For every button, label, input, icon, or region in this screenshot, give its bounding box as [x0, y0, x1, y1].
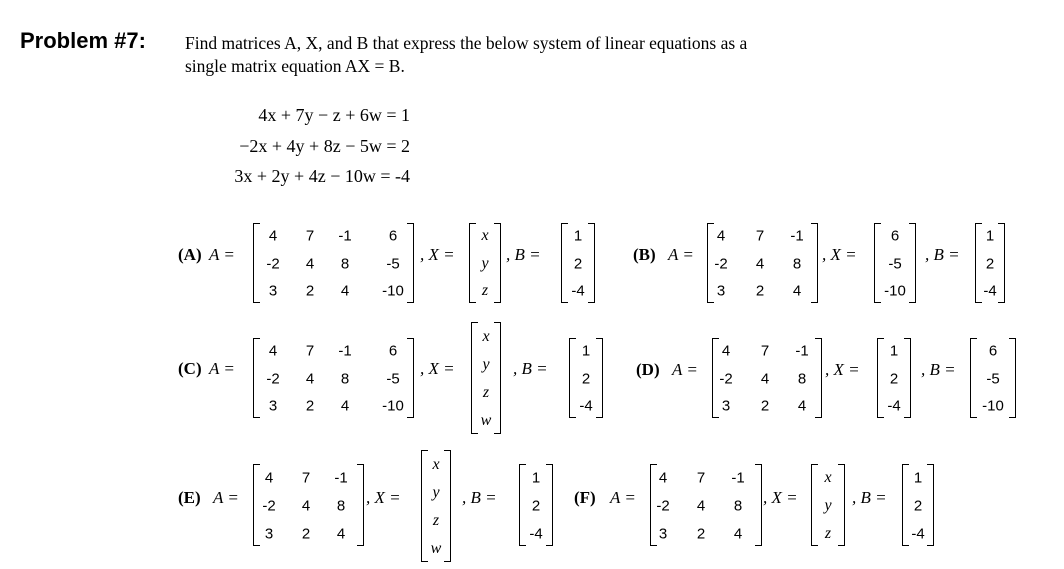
- matrix-cell: 4: [340, 282, 350, 300]
- matrix-cell: 2: [696, 525, 706, 543]
- option-e-matrix-a: [253, 464, 364, 546]
- option-e-matrix-x: [421, 450, 451, 562]
- matrix-left-bracket: [561, 223, 568, 303]
- matrix-cell: -1: [790, 227, 804, 245]
- matrix-left-bracket: [712, 338, 719, 418]
- option-d-b-equals: , B =: [921, 360, 956, 379]
- matrix-cell: y: [824, 497, 832, 514]
- matrix-cell: x: [481, 227, 489, 244]
- matrix-cell: 4: [301, 497, 311, 515]
- option-a-b-equals: , B =: [506, 245, 541, 264]
- matrix-cell: -2: [714, 255, 728, 273]
- matrix-cell: w: [480, 412, 492, 429]
- matrix-cell: 4: [696, 497, 706, 515]
- matrix-right-bracket: [596, 338, 603, 418]
- option-c-matrix-x: [471, 322, 501, 434]
- matrix-left-bracket: [877, 338, 884, 418]
- option-a-matrix-x: [469, 223, 501, 303]
- option-f-x-equals: , X =: [763, 488, 798, 507]
- option-e-x-equals: , X =: [366, 488, 401, 507]
- matrix-cell: x: [432, 456, 440, 473]
- option-d-matrix-b: [970, 338, 1016, 418]
- matrix-cell: 2: [305, 282, 315, 300]
- matrix-cell: 3: [268, 282, 278, 300]
- equation-1: 4x + 7y − z + 6w = 1: [258, 105, 410, 125]
- matrix-right-bracket: [546, 464, 553, 546]
- matrix-cell: 4: [797, 397, 807, 415]
- matrix-cell: 6: [388, 227, 398, 245]
- matrix-cell: -2: [656, 497, 670, 515]
- matrix-right-bracket: [407, 338, 414, 418]
- matrix-cell: -2: [262, 497, 276, 515]
- matrix-right-bracket: [838, 464, 845, 546]
- matrix-cell: z: [824, 525, 832, 542]
- matrix-cell: 4: [264, 469, 274, 487]
- option-f-a-equals: A =: [610, 488, 636, 507]
- option-a-label[interactable]: (A): [178, 245, 202, 264]
- matrix-cell: 7: [305, 342, 315, 360]
- matrix-cell: -10: [382, 282, 404, 300]
- matrix-cell: w: [430, 540, 442, 557]
- matrix-cell: 6: [890, 227, 900, 245]
- option-d-x-equals: , X =: [825, 360, 860, 379]
- option-e-label[interactable]: (E): [178, 488, 201, 507]
- option-b-matrix-x: [874, 223, 916, 303]
- matrix-cell: 2: [985, 255, 995, 273]
- matrix-right-bracket: [588, 223, 595, 303]
- matrix-cell: 8: [733, 497, 743, 515]
- matrix-cell: 2: [581, 370, 591, 388]
- matrix-cell: 4: [305, 370, 315, 388]
- matrix-right-bracket: [815, 338, 822, 418]
- matrix-cell: 2: [913, 497, 923, 515]
- matrix-left-bracket: [811, 464, 818, 546]
- option-e-matrix-b: [519, 464, 553, 546]
- problem-description-line-2: single matrix equation AX = B.: [185, 56, 405, 76]
- matrix-right-bracket: [927, 464, 934, 546]
- matrix-cell: -1: [334, 469, 348, 487]
- matrix-cell: -5: [386, 370, 400, 388]
- matrix-cell: 2: [305, 397, 315, 415]
- matrix-cell: 1: [531, 469, 541, 487]
- matrix-right-bracket: [494, 322, 501, 434]
- option-c-label[interactable]: (C): [178, 359, 202, 378]
- equation-2: −2x + 4y + 8z − 5w = 2: [239, 136, 410, 156]
- matrix-cell: 4: [268, 227, 278, 245]
- matrix-cell: 4: [340, 397, 350, 415]
- matrix-right-bracket: [755, 464, 762, 546]
- option-d-matrix-a: [712, 338, 822, 418]
- matrix-cell: z: [482, 384, 490, 401]
- option-c-matrix-a: [253, 338, 414, 418]
- matrix-cell: -4: [911, 525, 925, 543]
- matrix-cell: -10: [884, 282, 906, 300]
- matrix-left-bracket: [569, 338, 576, 418]
- matrix-cell: x: [482, 328, 490, 345]
- option-a-a-equals: A =: [209, 245, 235, 264]
- option-a-matrix-b: [561, 223, 595, 303]
- matrix-cell: 7: [755, 227, 765, 245]
- matrix-right-bracket: [909, 223, 916, 303]
- matrix-cell: 3: [721, 397, 731, 415]
- matrix-cell: 7: [301, 469, 311, 487]
- option-f-matrix-x: [811, 464, 845, 546]
- matrix-cell: 3: [264, 525, 274, 543]
- matrix-cell: 2: [755, 282, 765, 300]
- matrix-left-bracket: [707, 223, 714, 303]
- matrix-cell: 8: [792, 255, 802, 273]
- matrix-cell: -1: [338, 342, 352, 360]
- matrix-cell: -5: [386, 255, 400, 273]
- matrix-cell: 8: [797, 370, 807, 388]
- matrix-cell: z: [432, 512, 440, 529]
- matrix-cell: 4: [721, 342, 731, 360]
- matrix-cell: z: [481, 282, 489, 299]
- matrix-cell: y: [432, 484, 440, 501]
- problem-title: Problem #7:: [20, 28, 146, 53]
- matrix-cell: -4: [983, 282, 997, 300]
- option-c-matrix-b: [569, 338, 603, 418]
- matrix-cell: x: [824, 469, 832, 486]
- matrix-cell: -2: [266, 255, 280, 273]
- matrix-cell: -4: [579, 397, 593, 415]
- matrix-left-bracket: [975, 223, 982, 303]
- matrix-cell: 4: [792, 282, 802, 300]
- matrix-cell: 6: [388, 342, 398, 360]
- matrix-cell: 7: [760, 342, 770, 360]
- problem-description-line-1: Find matrices A, X, and B that express the below system of linear equations as a: [185, 33, 748, 53]
- option-c-x-equals: , X =: [420, 359, 455, 378]
- matrix-left-bracket: [253, 464, 260, 546]
- option-b-x-equals: , X =: [822, 245, 857, 264]
- option-b-label[interactable]: (B): [633, 245, 656, 264]
- option-b-matrix-b: [975, 223, 1005, 303]
- option-a-x-equals: , X =: [420, 245, 455, 264]
- matrix-cell: 4: [658, 469, 668, 487]
- matrix-cell: 4: [336, 525, 346, 543]
- option-e-a-equals: A =: [213, 488, 239, 507]
- matrix-cell: -4: [529, 525, 543, 543]
- matrix-right-bracket: [357, 464, 364, 546]
- matrix-cell: 3: [716, 282, 726, 300]
- matrix-cell: 8: [336, 497, 346, 515]
- option-f-label[interactable]: (F): [574, 488, 596, 507]
- matrix-cell: -4: [887, 397, 901, 415]
- equation-3: 3x + 2y + 4z − 10w = -4: [234, 166, 410, 186]
- matrix-cell: 1: [573, 227, 583, 245]
- option-f-matrix-b: [902, 464, 934, 546]
- matrix-right-bracket: [904, 338, 911, 418]
- matrix-cell: 4: [733, 525, 743, 543]
- matrix-cell: 4: [305, 255, 315, 273]
- matrix-left-bracket: [970, 338, 977, 418]
- matrix-right-bracket: [811, 223, 818, 303]
- matrix-cell: 2: [760, 397, 770, 415]
- matrix-right-bracket: [407, 223, 414, 303]
- matrix-left-bracket: [874, 223, 881, 303]
- matrix-cell: 1: [985, 227, 995, 245]
- matrix-cell: 2: [301, 525, 311, 543]
- matrix-cell: 8: [340, 370, 350, 388]
- option-a-matrix-a: [253, 223, 414, 303]
- matrix-left-bracket: [421, 450, 428, 562]
- option-f-b-equals: , B =: [852, 488, 887, 507]
- matrix-cell: 1: [581, 342, 591, 360]
- matrix-cell: -1: [338, 227, 352, 245]
- matrix-cell: -5: [986, 370, 1000, 388]
- matrix-right-bracket: [444, 450, 451, 562]
- option-c-a-equals: A =: [209, 359, 235, 378]
- matrix-cell: y: [482, 356, 490, 373]
- matrix-cell: 8: [340, 255, 350, 273]
- matrix-left-bracket: [253, 338, 260, 418]
- matrix-cell: 7: [305, 227, 315, 245]
- option-b-a-equals: A =: [668, 245, 694, 264]
- matrix-cell: 4: [755, 255, 765, 273]
- matrix-cell: -2: [266, 370, 280, 388]
- option-d-matrix-x: [877, 338, 911, 418]
- option-c-b-equals: , B =: [513, 359, 548, 378]
- matrix-cell: 1: [913, 469, 923, 487]
- matrix-cell: 7: [696, 469, 706, 487]
- matrix-cell: -5: [888, 255, 902, 273]
- matrix-cell: 3: [268, 397, 278, 415]
- matrix-left-bracket: [519, 464, 526, 546]
- matrix-cell: -10: [982, 397, 1004, 415]
- matrix-cell: -2: [719, 370, 733, 388]
- matrix-cell: 6: [988, 342, 998, 360]
- option-f-matrix-a: [650, 464, 762, 546]
- matrix-cell: 2: [531, 497, 541, 515]
- matrix-cell: -1: [795, 342, 809, 360]
- matrix-left-bracket: [471, 322, 478, 434]
- matrix-left-bracket: [902, 464, 909, 546]
- matrix-cell: -1: [731, 469, 745, 487]
- matrix-cell: 2: [889, 370, 899, 388]
- matrix-cell: 4: [760, 370, 770, 388]
- matrix-cell: 3: [658, 525, 668, 543]
- matrix-cell: 4: [268, 342, 278, 360]
- matrix-cell: y: [481, 255, 489, 272]
- option-b-b-equals: , B =: [925, 245, 960, 264]
- matrix-cell: -10: [382, 397, 404, 415]
- matrix-right-bracket: [998, 223, 1005, 303]
- matrix-cell: 1: [889, 342, 899, 360]
- matrix-cell: 2: [573, 255, 583, 273]
- option-d-a-equals: A =: [672, 360, 698, 379]
- option-d-label[interactable]: (D): [636, 360, 660, 379]
- matrix-left-bracket: [253, 223, 260, 303]
- matrix-right-bracket: [1009, 338, 1016, 418]
- matrix-right-bracket: [494, 223, 501, 303]
- matrix-cell: -4: [571, 282, 585, 300]
- matrix-cell: 4: [716, 227, 726, 245]
- option-e-b-equals: , B =: [462, 488, 497, 507]
- matrix-left-bracket: [469, 223, 476, 303]
- option-b-matrix-a: [707, 223, 818, 303]
